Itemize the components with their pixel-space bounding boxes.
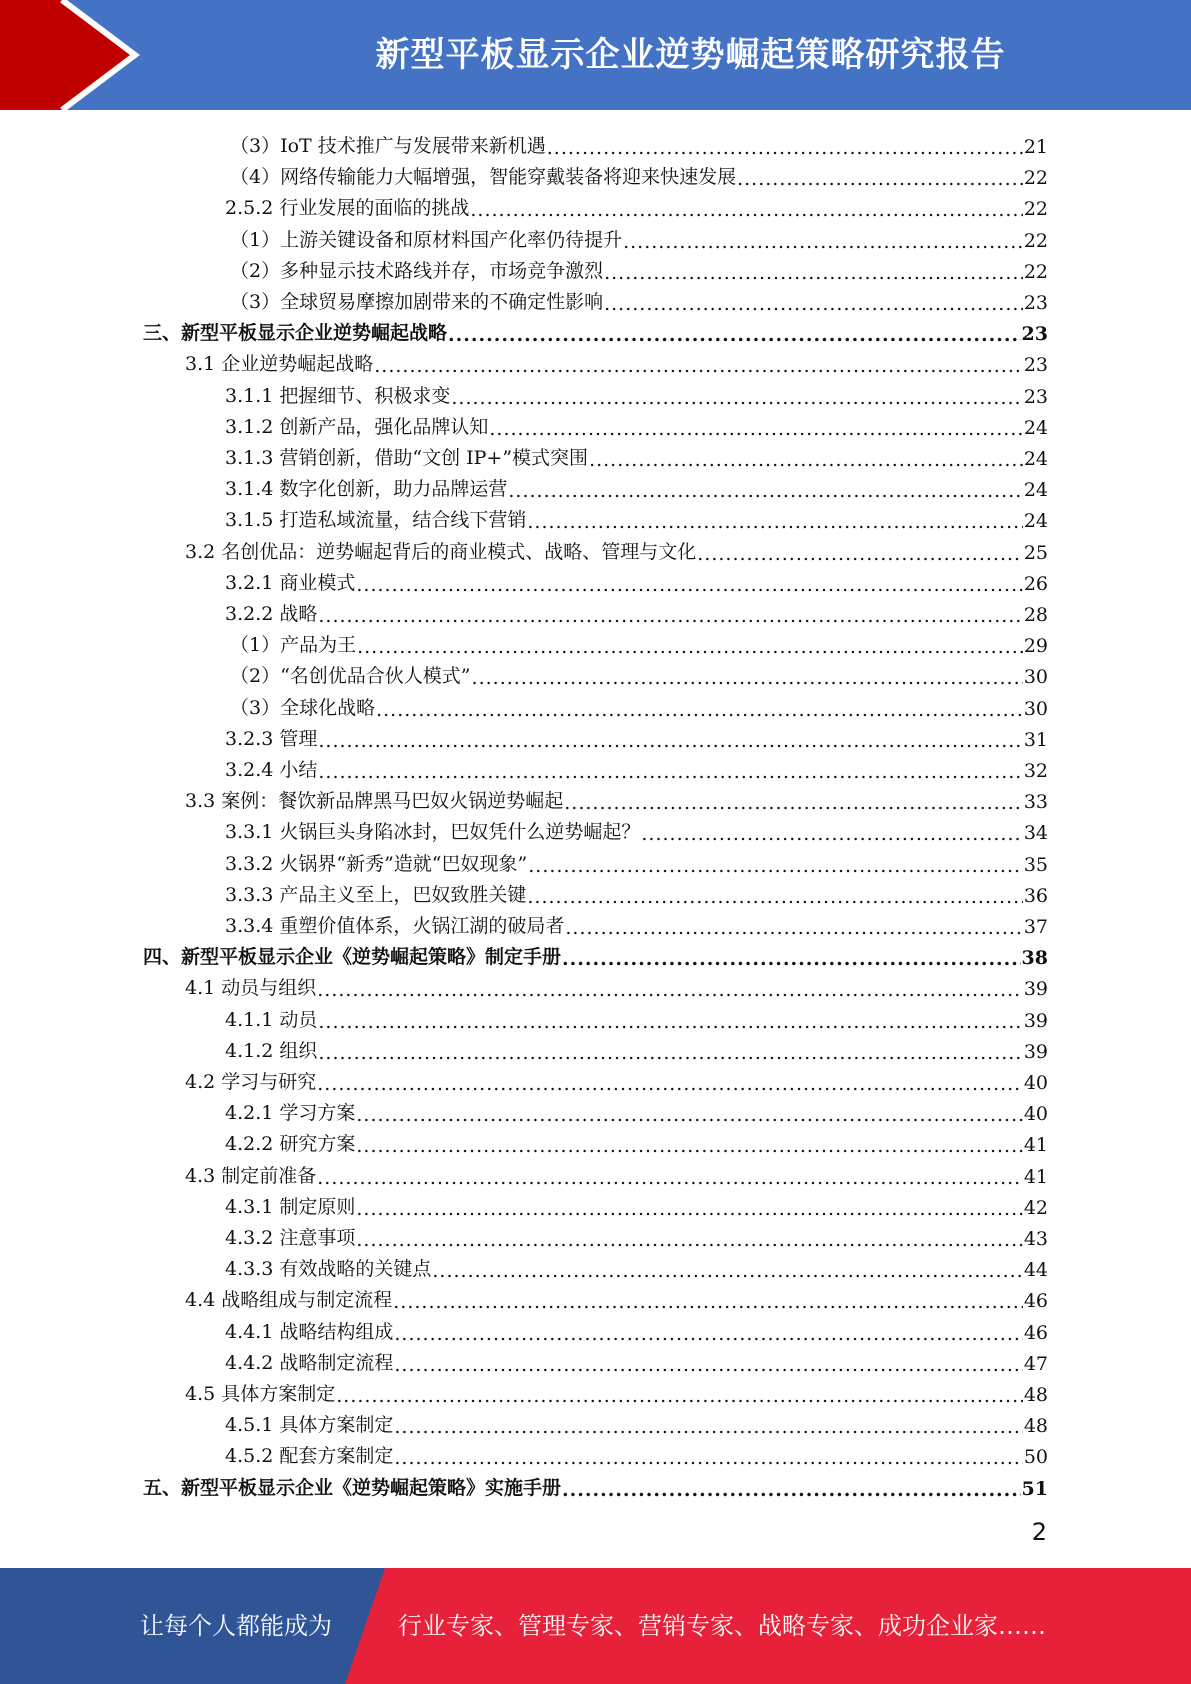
toc-dot-leader bbox=[528, 857, 1023, 876]
toc-dot-leader bbox=[336, 1387, 1023, 1406]
toc-entry-page: 46 bbox=[1023, 1290, 1048, 1313]
toc-entry-page: 24 bbox=[1023, 510, 1048, 533]
toc-entry-page: 50 bbox=[1023, 1446, 1048, 1469]
toc-entry-page: 29 bbox=[1023, 635, 1048, 658]
toc-entry-page: 33 bbox=[1023, 791, 1048, 814]
toc-entry-title: （3）全球化战略 bbox=[230, 696, 376, 719]
toc-entry-page: 23 bbox=[1023, 292, 1048, 314]
toc-entry[interactable] bbox=[230, 689, 1048, 720]
toc-entry-page: 30 bbox=[1023, 697, 1048, 720]
toc-dot-leader bbox=[374, 357, 1023, 376]
toc-dot-leader bbox=[318, 763, 1022, 782]
toc-dot-leader bbox=[394, 1356, 1022, 1375]
toc-entry[interactable] bbox=[225, 751, 1048, 782]
toc-entry-page: 22 bbox=[1023, 198, 1048, 221]
toc-entry-title: （4）网络传输能力大幅增强，智能穿戴装备将迎来快速发展 bbox=[230, 166, 737, 189]
toc-dot-leader bbox=[641, 825, 1022, 844]
toc-entry-page: 51 bbox=[1021, 1477, 1048, 1500]
toc-entry-page: 25 bbox=[1023, 541, 1048, 564]
toc-dot-leader bbox=[470, 201, 1022, 220]
toc-entry-page: 39 bbox=[1023, 1040, 1048, 1063]
toc-entry-page: 23 bbox=[1023, 385, 1048, 408]
toc-entry[interactable] bbox=[230, 127, 1048, 158]
toc-dot-leader bbox=[318, 607, 1022, 626]
toc-entry-page: 32 bbox=[1023, 760, 1048, 782]
toc-entry[interactable] bbox=[185, 345, 1048, 376]
toc-dot-leader bbox=[489, 420, 1022, 439]
toc-entry-page: 22 bbox=[1023, 229, 1048, 252]
toc-entry-title: 4.4.2 战略制定流程 bbox=[225, 1351, 394, 1374]
toc-entry[interactable] bbox=[225, 1437, 1048, 1468]
toc-dot-leader bbox=[565, 919, 1022, 938]
toc-entry[interactable] bbox=[225, 1001, 1048, 1032]
toc-entry-page: 28 bbox=[1023, 604, 1048, 626]
toc-entry[interactable] bbox=[185, 1375, 1048, 1406]
toc-entry-page: 40 bbox=[1023, 1072, 1048, 1094]
toc-entry-title: 3.3.2 火锅界“新秀”造就“巴奴现象” bbox=[225, 852, 528, 875]
toc-entry-page: 44 bbox=[1023, 1259, 1048, 1282]
toc-entry-page: 36 bbox=[1023, 884, 1048, 907]
toc-dot-leader bbox=[317, 981, 1023, 1000]
toc-entry[interactable] bbox=[185, 1157, 1048, 1188]
toc-entry[interactable] bbox=[225, 1344, 1048, 1375]
toc-entry[interactable] bbox=[230, 283, 1048, 314]
toc-entry-title: 4.3.2 注意事项 bbox=[225, 1227, 356, 1249]
toc-entry-title: 3.1 企业逆势崛起战略 bbox=[185, 353, 374, 376]
toc-dot-leader bbox=[393, 1293, 1023, 1312]
footer-slogan-right: 行业专家、管理专家、营销专家、战略专家、成功企业家…… bbox=[398, 1612, 1046, 1640]
toc-entry-title: 四、新型平板显示企业《逆势崛起策略》制定手册 bbox=[143, 946, 562, 969]
toc-entry-page: 46 bbox=[1023, 1321, 1048, 1344]
toc-entry-title: 3.1.3 营销创新，借助“文创 IP+”模式突围 bbox=[225, 447, 589, 469]
toc-entry-page: 34 bbox=[1023, 822, 1048, 845]
toc-entry-page: 31 bbox=[1023, 728, 1048, 751]
toc-entry[interactable] bbox=[225, 470, 1048, 501]
toc-dot-leader bbox=[472, 669, 1023, 688]
toc-entry-page: 24 bbox=[1023, 479, 1048, 502]
toc-entry-title: 3.2.3 管理 bbox=[225, 727, 318, 750]
footer-slogan-left: 让每个人都能成为 bbox=[140, 1612, 332, 1640]
toc-entry[interactable] bbox=[225, 1125, 1048, 1156]
toc-entry-title: （2）多种显示技术路线并存，市场竞争激烈 bbox=[230, 259, 604, 282]
toc-entry-page: 22 bbox=[1023, 260, 1048, 283]
toc-entry-title: 2.5.2 行业发展的面临的挑战 bbox=[225, 197, 470, 220]
toc-dot-leader bbox=[604, 264, 1023, 283]
toc-entry[interactable] bbox=[185, 969, 1048, 1000]
toc-entry-title: 4.1 动员与组织 bbox=[185, 977, 317, 1000]
toc-entry[interactable] bbox=[185, 533, 1048, 564]
toc-dot-leader bbox=[318, 1013, 1022, 1032]
toc-entry[interactable] bbox=[225, 408, 1048, 439]
toc-entry-title: 3.1.2 创新产品，强化品牌认知 bbox=[225, 415, 489, 438]
toc-entry[interactable] bbox=[143, 314, 1048, 345]
toc-entry-page: 23 bbox=[1023, 354, 1048, 377]
toc-entry[interactable] bbox=[225, 720, 1048, 751]
toc-entry-page: 21 bbox=[1023, 136, 1048, 158]
toc-entry-title: 3.2.2 战略 bbox=[225, 603, 318, 625]
toc-entry-title: （1）产品为王 bbox=[230, 634, 357, 657]
toc-entry[interactable] bbox=[225, 845, 1048, 876]
toc-entry[interactable] bbox=[225, 501, 1048, 532]
toc-dot-leader bbox=[356, 576, 1022, 595]
toc-dot-leader bbox=[318, 732, 1022, 751]
toc-dot-leader bbox=[547, 139, 1023, 158]
page-footer bbox=[0, 1568, 1191, 1684]
toc-entry-title: 4.1.2 组织 bbox=[225, 1039, 318, 1062]
toc-entry-title: 4.3 制定前准备 bbox=[185, 1164, 317, 1187]
toc-entry[interactable] bbox=[225, 1219, 1048, 1250]
toc-entry-page: 48 bbox=[1023, 1384, 1048, 1406]
toc-dot-leader bbox=[356, 1106, 1022, 1125]
toc-entry-title: 4.2.1 学习方案 bbox=[225, 1102, 356, 1125]
toc-entry[interactable] bbox=[225, 1188, 1048, 1219]
toc-dot-leader bbox=[394, 1325, 1022, 1344]
toc-entry-page: 42 bbox=[1023, 1196, 1048, 1219]
toc-entry-title: 3.1.1 把握细节、积极求变 bbox=[225, 384, 451, 407]
toc-entry-title: 4.4 战略组成与制定流程 bbox=[185, 1289, 393, 1312]
toc-entry-title: 三、新型平板显示企业逆势崛起战略 bbox=[143, 322, 448, 345]
toc-dot-leader bbox=[527, 513, 1022, 532]
toc-entry-page: 23 bbox=[1021, 323, 1048, 346]
toc-dot-leader bbox=[317, 1169, 1023, 1188]
toc-entry[interactable] bbox=[143, 938, 1048, 969]
toc-entry-page: 40 bbox=[1023, 1103, 1048, 1126]
toc-entry[interactable] bbox=[185, 782, 1048, 813]
toc-entry[interactable] bbox=[225, 813, 1048, 844]
toc-dot-leader bbox=[623, 233, 1023, 252]
toc-entry-page: 47 bbox=[1023, 1352, 1048, 1375]
toc-entry-title: 4.5.1 具体方案制定 bbox=[225, 1414, 394, 1437]
toc-dot-leader bbox=[508, 482, 1022, 501]
toc-dot-leader bbox=[604, 295, 1023, 314]
toc-dot-leader bbox=[589, 451, 1023, 470]
page-number: 2 bbox=[1031, 1518, 1047, 1546]
toc-entry-title: 3.2.1 商业模式 bbox=[225, 571, 356, 594]
toc-entry-title: 4.3.1 制定原则 bbox=[225, 1195, 356, 1218]
toc-entry[interactable] bbox=[225, 1313, 1048, 1344]
toc-entry-page: 30 bbox=[1023, 666, 1048, 689]
document-title: 新型平板显示企业逆势崛起策略研究报告 bbox=[375, 35, 1006, 75]
toc-dot-leader bbox=[318, 1044, 1022, 1063]
toc-entry[interactable] bbox=[225, 876, 1048, 907]
toc-entry[interactable] bbox=[230, 252, 1048, 283]
toc-entry[interactable] bbox=[225, 907, 1048, 938]
toc-entry-title: （2）“名创优品合伙人模式” bbox=[230, 665, 471, 688]
toc-dot-leader bbox=[451, 389, 1022, 408]
toc-dot-leader bbox=[394, 1418, 1022, 1437]
toc-dot-leader bbox=[356, 1200, 1022, 1219]
toc-entry-title: 3.3.3 产品主义至上，巴奴致胜关键 bbox=[225, 883, 527, 906]
toc-entry[interactable] bbox=[185, 1281, 1048, 1312]
toc-dot-leader bbox=[448, 326, 1021, 345]
toc-dot-leader bbox=[527, 888, 1022, 907]
toc-entry[interactable] bbox=[225, 1406, 1048, 1437]
toc-entry[interactable] bbox=[225, 377, 1048, 408]
toc-dot-leader bbox=[356, 1137, 1022, 1156]
toc-entry-page: 43 bbox=[1023, 1228, 1048, 1250]
toc-dot-leader bbox=[432, 1262, 1022, 1281]
toc-entry-page: 22 bbox=[1023, 167, 1048, 190]
toc-entry-page: 38 bbox=[1021, 947, 1048, 970]
toc-entry-page: 35 bbox=[1023, 853, 1048, 876]
page-header bbox=[0, 0, 1191, 110]
toc-dot-leader bbox=[356, 1231, 1022, 1250]
toc-entry[interactable] bbox=[185, 1063, 1048, 1094]
toc-entry-page: 24 bbox=[1023, 416, 1048, 439]
toc-entry-page: 48 bbox=[1023, 1415, 1048, 1438]
toc-entry[interactable] bbox=[225, 564, 1048, 595]
toc-dot-leader bbox=[394, 1449, 1022, 1468]
toc-entry[interactable] bbox=[225, 595, 1048, 626]
toc-entry[interactable] bbox=[143, 1469, 1048, 1500]
toc-entry-title: （1）上游关键设备和原材料国产化率仍待提升 bbox=[230, 228, 623, 251]
toc-dot-leader bbox=[697, 545, 1023, 564]
toc-dot-leader bbox=[317, 1075, 1023, 1094]
toc-entry-title: 五、新型平板显示企业《逆势崛起策略》实施手册 bbox=[143, 1476, 562, 1499]
toc-entry-page: 39 bbox=[1023, 1009, 1048, 1032]
toc-entry-page: 41 bbox=[1023, 1134, 1048, 1157]
toc-entry-title: 3.3 案例：餐饮新品牌黑马巴奴火锅逆势崛起 bbox=[185, 790, 564, 813]
toc-entry[interactable] bbox=[225, 1032, 1048, 1063]
toc-dot-leader bbox=[562, 1481, 1021, 1500]
toc-entry-title: 4.3.3 有效战略的关键点 bbox=[225, 1258, 432, 1281]
toc-dot-leader bbox=[737, 170, 1023, 189]
toc-entry-page: 24 bbox=[1023, 448, 1048, 470]
toc-entry[interactable] bbox=[225, 1094, 1048, 1125]
toc-entry-title: 3.1.5 打造私域流量，结合线下营销 bbox=[225, 509, 527, 532]
toc-entry-title: 4.4.1 战略结构组成 bbox=[225, 1320, 394, 1343]
toc-entry[interactable] bbox=[230, 626, 1048, 657]
toc-entry-page: 26 bbox=[1023, 572, 1048, 595]
toc-entry[interactable] bbox=[230, 158, 1048, 189]
toc-entry-page: 37 bbox=[1023, 916, 1048, 938]
toc-entry-title: 3.2 名创优品：逆势崛起背后的商业模式、战略、管理与文化 bbox=[185, 540, 697, 563]
toc-entry-title: 4.5.2 配套方案制定 bbox=[225, 1445, 394, 1468]
toc-entry-page: 39 bbox=[1023, 978, 1048, 1001]
toc-entry-title: 3.3.4 重塑价值体系，火锅江湖的破局者 bbox=[225, 915, 565, 937]
toc-entry-title: 4.5 具体方案制定 bbox=[185, 1383, 336, 1405]
toc-entry[interactable] bbox=[225, 1250, 1048, 1281]
toc-entry[interactable] bbox=[230, 221, 1048, 252]
toc-entry-title: 3.1.4 数字化创新，助力品牌运营 bbox=[225, 478, 508, 501]
toc-entry-page: 41 bbox=[1023, 1165, 1048, 1188]
toc-dot-leader bbox=[376, 701, 1023, 720]
toc-entry[interactable] bbox=[225, 439, 1048, 470]
toc-entry-title: （3）IoT 技术推广与发展带来新机遇 bbox=[230, 135, 546, 157]
toc-entry-title: 3.2.4 小结 bbox=[225, 759, 318, 781]
toc-entry[interactable] bbox=[225, 189, 1048, 220]
toc-entry-title: 4.1.1 动员 bbox=[225, 1008, 318, 1031]
toc-entry[interactable] bbox=[230, 657, 1048, 688]
toc-entry-title: 4.2.2 研究方案 bbox=[225, 1133, 356, 1156]
toc-entry-title: 4.2 学习与研究 bbox=[185, 1071, 317, 1093]
toc-dot-leader bbox=[562, 950, 1021, 969]
toc-dot-leader bbox=[564, 794, 1023, 813]
toc-entry-title: 3.3.1 火锅巨头身陷冰封，巴奴凭什么逆势崛起？ bbox=[225, 821, 641, 844]
toc-dot-leader bbox=[357, 638, 1023, 657]
toc-entry-title: （3）全球贸易摩擦加剧带来的不确定性影响 bbox=[230, 291, 604, 313]
